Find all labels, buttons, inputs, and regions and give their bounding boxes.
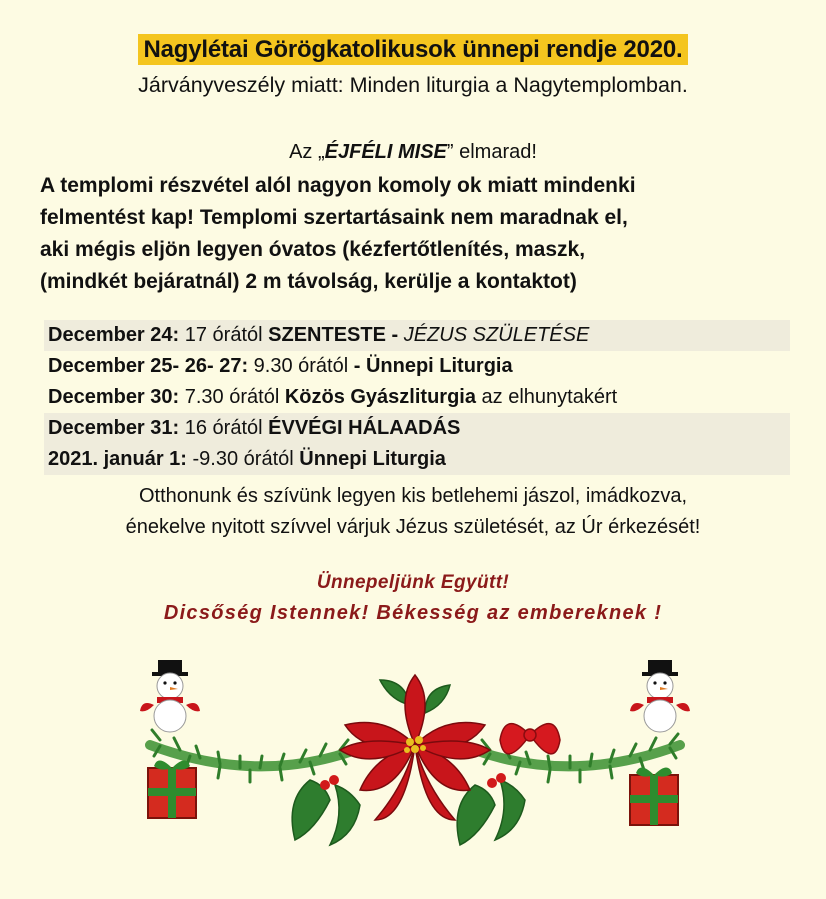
page-title: Nagylétai Görögkatolikusok ünnepi rendje 2020.	[138, 34, 689, 65]
schedule-date: December 31:	[48, 417, 180, 439]
schedule-row	[44, 444, 790, 475]
schedule-row	[44, 351, 790, 382]
schedule-event: - Ünnepi Liturgia	[353, 355, 513, 377]
snowman-right	[630, 660, 690, 732]
schedule-time: 9.30 órától	[248, 355, 354, 377]
subtitle: Járványveszély miatt: Minden liturgia a Nagytemplomban.	[138, 73, 688, 97]
schedule-row	[44, 413, 790, 444]
notice-line: A templomi részvétel alól nagyon komoly ok miatt mindenki	[40, 174, 636, 197]
schedule-event: Közös Gyászliturgia	[284, 386, 476, 408]
wish-line: Ünnepeljünk Együtt!	[316, 572, 510, 593]
attendance-notice	[40, 170, 788, 298]
notice-line: (mindkét bejáratnál) 2 m távolság, kerülje a kontaktot)	[40, 270, 577, 293]
schedule-time: 16 órától	[179, 417, 269, 439]
midnight-prefix: Az „	[289, 141, 325, 163]
notice-line: felmentést kap! Templomi szertartásaink nem maradnak el,	[40, 206, 628, 229]
christmas-wish	[0, 567, 826, 629]
midnight-suffix: ” elmarad!	[446, 141, 537, 163]
gift-box-left	[148, 760, 196, 818]
wish-line: Dicsőség Istennek! Békesség az embereknek !	[163, 602, 663, 624]
schedule-event: ÉVVÉGI HÁLAADÁS	[268, 417, 461, 439]
schedule-date: December 30:	[48, 386, 180, 408]
red-bow	[500, 724, 560, 754]
schedule-time: 17 órától	[179, 324, 269, 346]
schedule-row	[44, 382, 790, 413]
snowman-left	[140, 660, 200, 732]
schedule-extra: JÉZUS SZÜLETÉSE	[403, 324, 590, 346]
schedule-date: 2021. január 1:	[48, 448, 187, 470]
schedule-time: 7.30 órától	[179, 386, 285, 408]
schedule-date: December 25- 26- 27:	[48, 355, 249, 377]
gift-box-right	[630, 767, 678, 825]
schedule-event: SZENTESTE	[268, 324, 386, 346]
schedule-time: -9.30 órától	[186, 448, 300, 470]
schedule-sep: -	[385, 324, 404, 346]
midnight-mass-notice	[0, 141, 826, 164]
title-wrap	[0, 34, 826, 65]
schedule-event: Ünnepi Liturgia	[299, 448, 446, 470]
schedule-date: December 24:	[48, 324, 180, 346]
schedule	[44, 320, 790, 475]
closing-text	[0, 481, 826, 543]
closing-line: Otthonunk és szívünk legyen kis betlehemi jászol, imádkozva,	[138, 485, 688, 507]
notice-line: aki mégis eljön legyen óvatos (kézfertőtlenítés, maszk,	[40, 238, 586, 261]
midnight-mass-title: ÉJFÉLI MISE	[324, 141, 447, 163]
schedule-row	[44, 320, 790, 351]
schedule-sep: az elhunytakért	[475, 386, 618, 408]
christmas-garland-illustration	[120, 650, 710, 890]
closing-line: énekelve nyitott szívvel várjuk Jézus születését, az Úr érkezését!	[125, 516, 701, 538]
